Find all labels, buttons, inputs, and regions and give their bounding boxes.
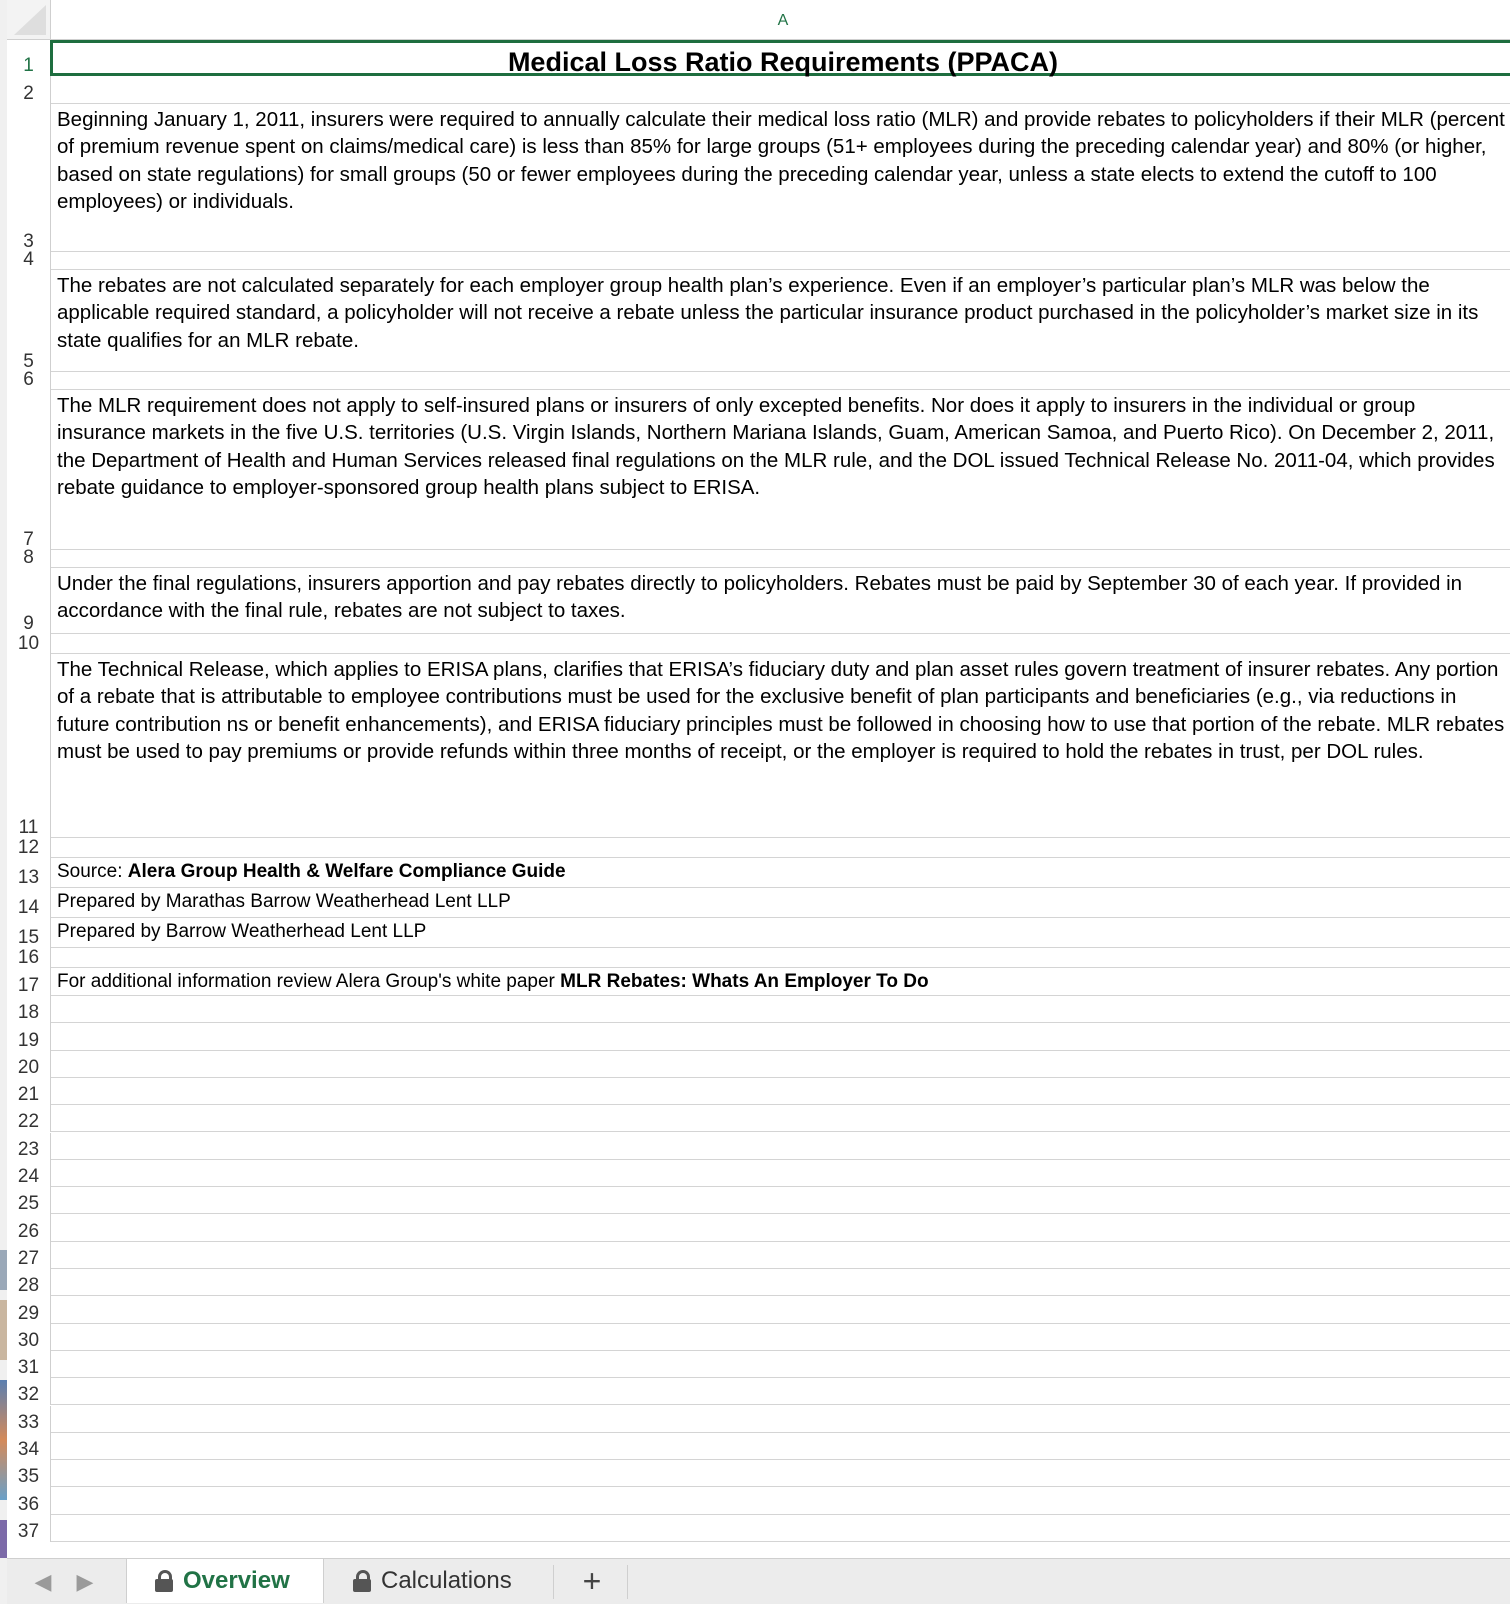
row-header[interactable] bbox=[7, 1351, 51, 1378]
source-name: Alera Group Health & Welfare Compliance Guide bbox=[127, 861, 566, 882]
row-header[interactable] bbox=[7, 1487, 51, 1514]
row-number: 17 bbox=[17, 975, 40, 996]
row-header[interactable] bbox=[7, 1051, 51, 1078]
row-header[interactable] bbox=[7, 547, 51, 568]
row-header[interactable] bbox=[7, 390, 51, 550]
empty-row[interactable] bbox=[51, 550, 1510, 568]
row-header[interactable] bbox=[7, 654, 51, 838]
row-header[interactable] bbox=[7, 948, 51, 968]
empty-row[interactable] bbox=[51, 1296, 1510, 1323]
row-header[interactable] bbox=[7, 1187, 51, 1214]
add-sheet-button[interactable]: + bbox=[582, 1563, 602, 1599]
row-header[interactable] bbox=[7, 1433, 51, 1460]
prepared-by-line-2: Prepared by Barrow Weatherhead Lent LLP bbox=[57, 921, 427, 942]
sheet-tab-bar bbox=[7, 1558, 1510, 1604]
row-header[interactable] bbox=[7, 1242, 51, 1269]
row-number: 11 bbox=[18, 817, 39, 838]
cell-a17[interactable] bbox=[51, 968, 1510, 996]
row-number: 26 bbox=[17, 1220, 40, 1242]
empty-row[interactable] bbox=[51, 838, 1510, 858]
row-header[interactable] bbox=[7, 838, 51, 858]
tab-calculations-label: Calculations bbox=[381, 1567, 512, 1594]
empty-row[interactable] bbox=[51, 1378, 1510, 1405]
row-header[interactable] bbox=[7, 996, 51, 1023]
row-header[interactable] bbox=[7, 1515, 51, 1542]
row-number: 4 bbox=[23, 249, 34, 270]
tab-overview-label: Overview bbox=[183, 1567, 290, 1594]
spreadsheet[interactable] bbox=[7, 0, 1510, 1558]
cell-a13[interactable] bbox=[51, 858, 1510, 888]
row-number: 7 bbox=[23, 529, 34, 550]
page-title: Medical Loss Ratio Requirements (PPACA) bbox=[507, 47, 1059, 77]
empty-row[interactable] bbox=[51, 634, 1510, 654]
row-number: 6 bbox=[23, 369, 34, 390]
empty-row[interactable] bbox=[51, 1023, 1510, 1050]
paragraph-rebate-calculation: The rebates are not calculated separately for each employer group health plan’s experience. Even if an employer’s particular plan’s MLR was below the applicable required standard, a policyholder will not receive a rebate unless the particular insurance product purchased in the policyholder’s market size in its state qualifies for an MLR rebate. bbox=[57, 274, 1479, 352]
empty-row[interactable] bbox=[51, 1487, 1510, 1514]
row-number: 32 bbox=[17, 1384, 40, 1406]
source-line: Source: Alera Group Health & Welfare Compliance Guide bbox=[57, 861, 566, 882]
row-number: 24 bbox=[17, 1166, 40, 1188]
row-header[interactable] bbox=[7, 1078, 51, 1105]
cell-a14[interactable] bbox=[51, 888, 1510, 918]
row-number: 16 bbox=[17, 947, 40, 968]
desktop-edge bbox=[0, 0, 7, 1604]
empty-row[interactable] bbox=[51, 1242, 1510, 1269]
row-header[interactable] bbox=[7, 76, 51, 104]
row-number: 10 bbox=[17, 633, 40, 654]
row-number: 36 bbox=[17, 1493, 40, 1515]
cell-a9[interactable] bbox=[51, 568, 1510, 634]
row-header[interactable] bbox=[7, 249, 51, 270]
row-header[interactable] bbox=[7, 40, 51, 76]
row-header[interactable] bbox=[7, 858, 51, 888]
empty-row[interactable] bbox=[51, 996, 1510, 1023]
tab-divider bbox=[627, 1565, 628, 1599]
empty-row[interactable] bbox=[51, 1051, 1510, 1078]
empty-row[interactable] bbox=[51, 1515, 1510, 1542]
cell-a7[interactable] bbox=[51, 390, 1510, 550]
paragraph-technical-release: The Technical Release, which applies to ERISA plans, clarifies that ERISA’s fiduciary duty and plan asset rules govern treatment of insurer rebates. Any portion of a rebate that is attributable to employee contributions must be used for the exclusive benefit of plan participants and beneficiaries (e.g., via reductions in future contribution ns or benefit enhancements), and ERISA fiduciary principles must be followed in choosing how to use that portion of the rebate. MLR rebates must be used to pay premiums or provide refunds within three months of receipt, or the employer is required to hold the rebates in trust, per DOL rules. bbox=[57, 658, 1505, 764]
row-number: 35 bbox=[17, 1466, 40, 1488]
row-header[interactable] bbox=[7, 1460, 51, 1487]
lock-icon bbox=[353, 1570, 371, 1592]
row-number: 33 bbox=[17, 1411, 40, 1433]
prepared-by-line-1: Prepared by Marathas Barrow Weatherhead Lent LLP bbox=[57, 891, 511, 912]
empty-row[interactable] bbox=[51, 1324, 1510, 1351]
paragraph-mlr-overview: Beginning January 1, 2011, insurers were required to annually calculate their medical loss ratio (MLR) and provide rebates to policyholders if their MLR (percent of premium revenue spent on claims/medical care) is less than 85% for large groups (51+ employees during the preceding calendar year) and 80% (or higher, based on state regulations) for small groups (50 or fewer employees during the preceding calendar year, unless a state elects to extend the cutoff to 100 employees) or individuals. bbox=[57, 108, 1505, 214]
row-header[interactable] bbox=[7, 968, 51, 996]
row-header[interactable] bbox=[7, 1214, 51, 1241]
cell-a15[interactable] bbox=[51, 918, 1510, 948]
row-header[interactable] bbox=[7, 369, 51, 390]
empty-row[interactable] bbox=[51, 1406, 1510, 1433]
row-number: 34 bbox=[17, 1439, 40, 1461]
cell-a11[interactable] bbox=[51, 654, 1510, 838]
tab-calculations[interactable] bbox=[325, 1559, 553, 1603]
cell-a3[interactable] bbox=[51, 104, 1510, 252]
white-paper-title[interactable]: MLR Rebates: Whats An Employer To Do bbox=[560, 971, 929, 992]
empty-row[interactable] bbox=[51, 76, 1510, 104]
row-number: 9 bbox=[23, 613, 34, 634]
row-number: 18 bbox=[17, 1002, 40, 1024]
cell-a5[interactable] bbox=[51, 270, 1510, 372]
row-header[interactable] bbox=[7, 104, 51, 252]
row-header[interactable] bbox=[7, 918, 51, 948]
row-number: 25 bbox=[17, 1193, 40, 1215]
empty-row[interactable] bbox=[51, 1105, 1510, 1132]
empty-row[interactable] bbox=[51, 1187, 1510, 1214]
row-header[interactable] bbox=[7, 568, 51, 634]
row-header[interactable] bbox=[7, 1324, 51, 1351]
paragraph-final-regulations: Under the final regulations, insurers apportion and pay rebates directly to policyholders. Rebates must be paid by September 30 of each year. If provided in accordance with the final rule, rebates are not subject to taxes. bbox=[57, 572, 1463, 623]
tab-overview[interactable] bbox=[126, 1559, 324, 1603]
row-number: 20 bbox=[17, 1056, 40, 1078]
empty-row[interactable] bbox=[51, 1214, 1510, 1241]
row-number: 27 bbox=[17, 1247, 40, 1269]
empty-row[interactable] bbox=[51, 948, 1510, 968]
row-number: 13 bbox=[17, 867, 40, 888]
empty-row[interactable] bbox=[51, 1160, 1510, 1187]
row-header[interactable] bbox=[7, 1160, 51, 1187]
row-header[interactable] bbox=[7, 1269, 51, 1296]
row-number: 23 bbox=[17, 1138, 40, 1160]
row-header[interactable] bbox=[7, 634, 51, 654]
row-number: 5 bbox=[23, 351, 34, 372]
row-number: 2 bbox=[23, 83, 34, 104]
prev-sheet-icon[interactable]: ◀ bbox=[34, 1569, 52, 1594]
empty-row[interactable] bbox=[51, 252, 1510, 270]
select-all-corner[interactable] bbox=[7, 0, 51, 40]
row-number: 29 bbox=[17, 1302, 40, 1324]
empty-row[interactable] bbox=[51, 1351, 1510, 1378]
row-header[interactable] bbox=[7, 1133, 51, 1160]
row-header[interactable] bbox=[7, 1296, 51, 1323]
row-number: 1 bbox=[23, 55, 34, 76]
row-number: 21 bbox=[17, 1084, 40, 1106]
row-number: 37 bbox=[17, 1520, 40, 1542]
tab-divider bbox=[553, 1565, 554, 1599]
row-number: 3 bbox=[23, 231, 34, 252]
row-number: 22 bbox=[17, 1111, 40, 1133]
empty-row[interactable] bbox=[51, 1269, 1510, 1296]
row-header[interactable] bbox=[7, 1023, 51, 1050]
empty-row[interactable] bbox=[51, 1460, 1510, 1487]
empty-row[interactable] bbox=[51, 1433, 1510, 1460]
row-number: 8 bbox=[23, 547, 34, 568]
column-header-a[interactable]: A bbox=[51, 0, 1510, 40]
additional-info-line: For additional information review Alera Group's white paper MLR Rebates: Whats An Employer To Do bbox=[57, 971, 929, 992]
row-number: 28 bbox=[17, 1275, 40, 1297]
next-sheet-icon[interactable]: ▶ bbox=[76, 1569, 94, 1594]
row-header[interactable] bbox=[7, 1406, 51, 1433]
row-number: 19 bbox=[17, 1029, 40, 1051]
row-number: 14 bbox=[17, 897, 40, 918]
row-number: 12 bbox=[17, 837, 40, 858]
row-number: 30 bbox=[17, 1329, 40, 1351]
lock-icon bbox=[155, 1570, 173, 1592]
paragraph-exemptions: The MLR requirement does not apply to self-insured plans or insurers of only excepted benefits. Nor does it apply to insurers in the individual or group insurance markets in the five U.S. territories (U.S. Virgin Islands, Northern Mariana Islands, Guam, American Samoa, and Puerto Rico). On December 2, 2011, the Department of Health and Human Services released final regulations on the MLR rule, and the DOL issued Technical Release No. 2011-04, which provides rebate guidance to employer-sponsored group health plans subject to ERISA. bbox=[57, 394, 1495, 500]
empty-row[interactable] bbox=[51, 1078, 1510, 1105]
row-number: 15 bbox=[17, 927, 40, 948]
row-number: 31 bbox=[17, 1357, 40, 1379]
row-header[interactable] bbox=[7, 1105, 51, 1132]
empty-row[interactable] bbox=[51, 1133, 1510, 1160]
row-header[interactable] bbox=[7, 888, 51, 918]
cell-a1[interactable] bbox=[50, 40, 1510, 76]
empty-row[interactable] bbox=[51, 372, 1510, 390]
row-header[interactable] bbox=[7, 270, 51, 372]
row-header[interactable] bbox=[7, 1378, 51, 1405]
